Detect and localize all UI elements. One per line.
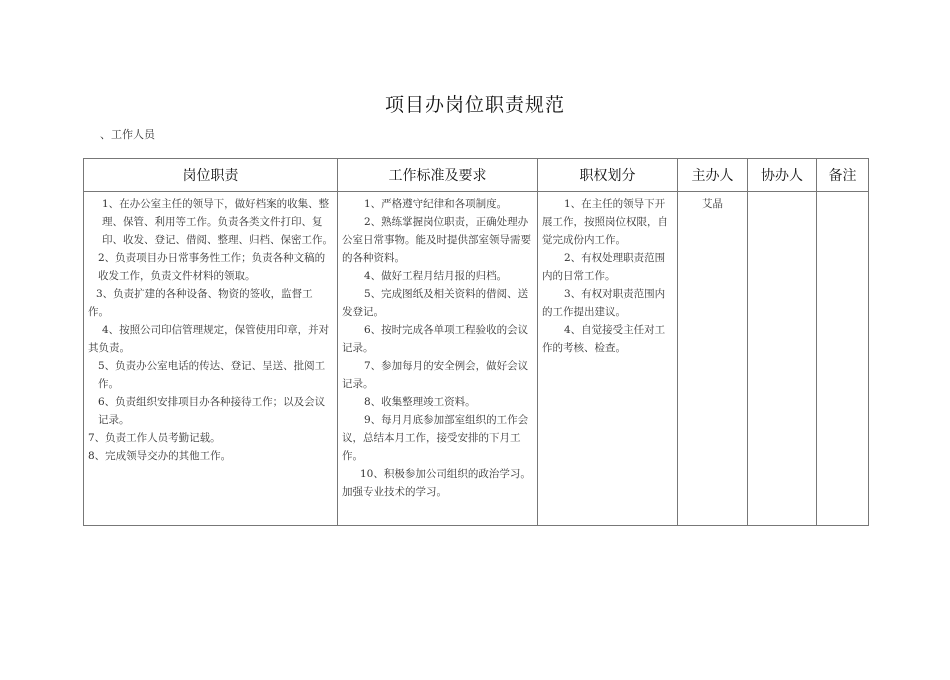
section-label: 、工作人员 [100,128,155,141]
duty-item: 8、完成领导交办的其他工作。 [88,450,232,462]
remarks-cell [817,192,869,526]
authority-item: 1、在主任的领导下开展工作，按照岗位权限，自觉完成份内工作。 [542,198,668,246]
authority-item: 4、自觉接受主任对工作的考核、检查。 [542,324,666,354]
host-cell [678,192,748,526]
standard-item: 6、按时完成各单项工程验收的会议记录。 [342,324,529,354]
standards-cell [338,192,538,526]
assistant-cell [748,192,817,526]
authority-item: 2、有权处理职责范围内的日常工作。 [542,252,666,282]
header-authority: 职权划分 [538,159,678,192]
duty-item: 2、负责项目办日常事务性工作；负责各种文稿的收发工作，负责文件材料的领取。 [98,252,326,282]
table-header-row [84,159,869,192]
duty-item: 5、负责办公室电话的传达、登记、呈送、批阅工作。 [98,360,326,390]
table-row [84,192,869,526]
header-standards: 工作标准及要求 [338,159,538,192]
duty-item: 3、负责扩建的各种设备、物资的签收，监督工作。 [88,288,313,318]
page-title: 项目办岗位职责规范 [384,94,565,116]
header-duties: 岗位职责 [84,159,338,192]
authority-item: 3、有权对职责范围内的工作提出建议。 [542,288,666,318]
header-remarks: 备注 [817,159,869,192]
standard-item: 8、收集整理竣工资料。 [364,396,476,408]
duty-item: 4、按照公司印信管理规定，保管使用印章，并对其负责。 [88,324,330,354]
standard-item: 2、熟练掌握岗位职责，正确处理办公室日常事物。能及时提供部室领导需要的各种资料。 [342,216,531,264]
standard-item: 7、参加每月的安全例会，做好会议记录。 [342,360,529,390]
header-host: 主办人 [678,159,748,192]
standard-item: 1、严格遵守纪律和各项制度。 [364,198,508,210]
standard-item: 4、做好工程月结月报的归档。 [364,270,508,282]
standard-item: 9、每月月底参加部室组织的工作会议，总结本月工作，接受安排的下月工作。 [342,414,529,462]
host-name: 艾晶 [702,198,723,210]
duties-cell [84,192,338,526]
standard-item: 5、完成图纸及相关资料的借阅、送发登记。 [342,288,529,318]
authority-cell [538,192,678,526]
duty-item: 1、在办公室主任的领导下，做好档案的收集、整理、保管、利用等工作。负责各类文件打印、复印、收发、登记、借阅、整理、归档、保密工作。 [102,198,333,246]
duty-item: 7、负责工作人员考勤记载。 [88,432,221,444]
standard-item: 10、积极参加公司组织的政治学习。加强专业技术的学习。 [342,468,531,498]
duty-table [83,158,869,526]
header-assistant: 协办人 [748,159,817,192]
duty-item: 6、负责组织安排项目办各种接待工作；以及会议记录。 [98,396,326,426]
